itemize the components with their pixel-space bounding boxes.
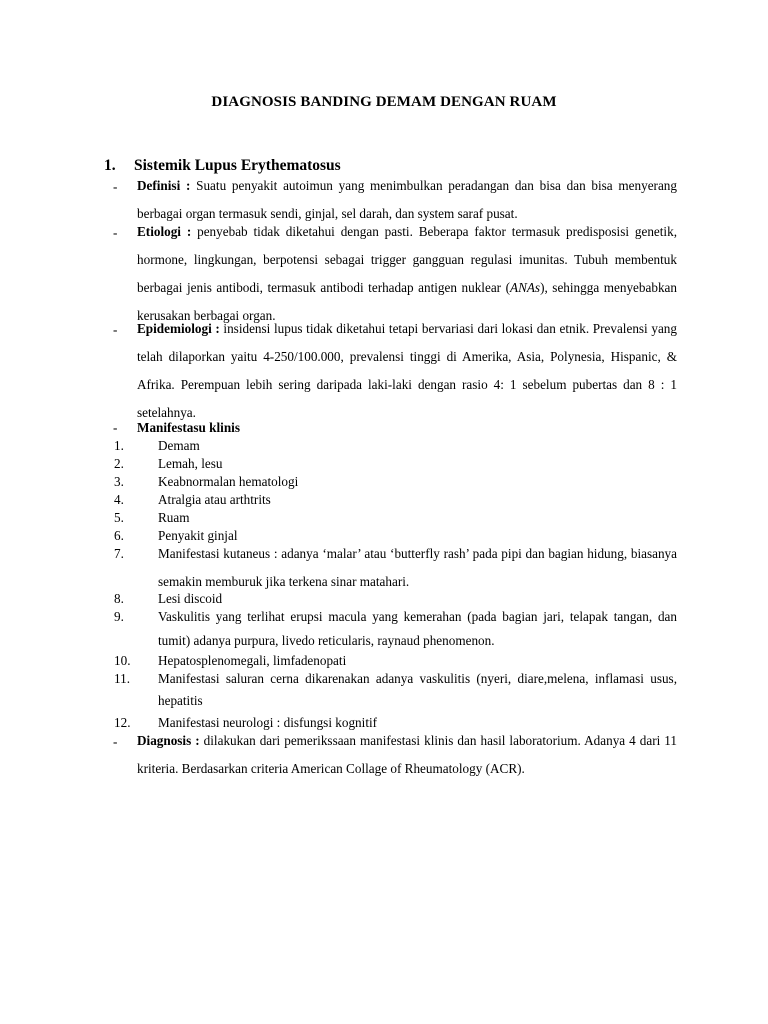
bullet-dash: - bbox=[113, 734, 118, 749]
list-item-text: Lemah, lesu bbox=[158, 456, 223, 471]
list-item-number: 1. bbox=[114, 438, 124, 453]
section-number: 1. bbox=[104, 157, 116, 174]
etiologi-italic: ANAs bbox=[510, 280, 541, 295]
epidemiologi-text: insidensi lupus tidak diketahui tetapi bervariasi dari lokasi dan etnik. Prevalensi yang telah dilaporkan yaitu 4-250/100.000, prevalensi tinggi di Amerika, Asia, Polynesia, Hispanic, & Afrika. Perempuan lebih sering daripada laki-laki dengan rasio 4: 1 sebelum pubertas dan 8 : 1 setelahnya. bbox=[137, 321, 677, 420]
list-item-text: Lesi discoid bbox=[158, 591, 223, 606]
epidemiologi-label: Epidemiologi : bbox=[137, 321, 220, 336]
bullet-dash: - bbox=[113, 322, 118, 337]
bullet-dash: - bbox=[113, 420, 118, 435]
etiologi-text: penyebab tidak diketahui dengan pasti. Beberapa faktor termasuk predisposisi genetik, hormone, lingkungan, berpotensi sebagai trigger gangguan regulasi imunitas. Tubuh membentuk berbagai jenis antibodi, termasuk antibodi terhadap antigen nuklear ( bbox=[137, 224, 677, 295]
etiologi-paragraph bbox=[137, 218, 677, 330]
diagnosis-label: Diagnosis : bbox=[137, 733, 200, 748]
list-item-number: 10. bbox=[114, 653, 131, 668]
list-item-text: Penyakit ginjal bbox=[158, 528, 238, 543]
list-item-text: Hepatosplenomegali, limfadenopati bbox=[158, 653, 347, 668]
page-title: DIAGNOSIS BANDING DEMAM DENGAN RUAM bbox=[211, 94, 557, 110]
list-item-number: 4. bbox=[114, 492, 124, 507]
list-item-number: 2. bbox=[114, 456, 124, 471]
list-item-text: Manifestasi saluran cerna dikarenakan adanya vaskulitis (nyeri, diare,melena, inflamasi usus, hepatitis bbox=[158, 671, 677, 708]
manifestasi-heading: Manifestasu klinis bbox=[137, 420, 240, 435]
etiologi-text-after: ), sehingga menyebabkan kerusakan berbagai organ. bbox=[137, 280, 677, 323]
list-item-number: 11. bbox=[114, 671, 130, 686]
list-item-text: Manifestasi neurologi : disfungsi kognitif bbox=[158, 715, 378, 730]
bullet-dash: - bbox=[113, 225, 118, 240]
list-item-text: Vaskulitis yang terlihat erupsi macula yang kemerahan (pada bagian jari, telapak tangan, dan tumit) adanya purpura, livedo reticularis, raynaud phenomenon. bbox=[158, 609, 677, 648]
list-item-number: 8. bbox=[114, 591, 124, 606]
list-item-number: 12. bbox=[114, 715, 131, 730]
list-item-text: Keabnormalan hematologi bbox=[158, 474, 299, 489]
definisi-label: Definisi : bbox=[137, 178, 191, 193]
list-item-number: 5. bbox=[114, 510, 124, 525]
epidemiologi-paragraph bbox=[137, 315, 677, 427]
diagnosis-paragraph bbox=[137, 727, 677, 783]
diagnosis-text: dilakukan dari pemerikssaan manifestasi klinis dan hasil laboratorium. Adanya 4 dari 11 kriteria. Berdasarkan criteria American Collage of Rheumatology (ACR). bbox=[137, 733, 677, 776]
list-item-number: 3. bbox=[114, 474, 124, 489]
bullet-dash: - bbox=[113, 179, 118, 194]
list-item-text: Manifestasi kutaneus : adanya ‘malar’ atau ‘butterfly rash’ pada pipi dan bagian hidung, biasanya semakin memburuk jika terkena sinar matahari. bbox=[158, 546, 677, 589]
list-item-number: 9. bbox=[114, 609, 124, 624]
definisi-text: Suatu penyakit autoimun yang menimbulkan peradangan dan bisa dan bisa menyerang berbagai organ termasuk sendi, ginjal, sel darah, dan system saraf pusat. bbox=[137, 178, 677, 221]
list-item-text: Demam bbox=[158, 438, 200, 453]
list-item-text: Atralgia atau arthtrits bbox=[158, 492, 271, 507]
section-title: Sistemik Lupus Erythematosus bbox=[134, 157, 341, 174]
list-item-number: 7. bbox=[114, 546, 124, 561]
list-item-number: 6. bbox=[114, 528, 124, 543]
etiologi-label: Etiologi : bbox=[137, 224, 192, 239]
list-item-text: Ruam bbox=[158, 510, 190, 525]
